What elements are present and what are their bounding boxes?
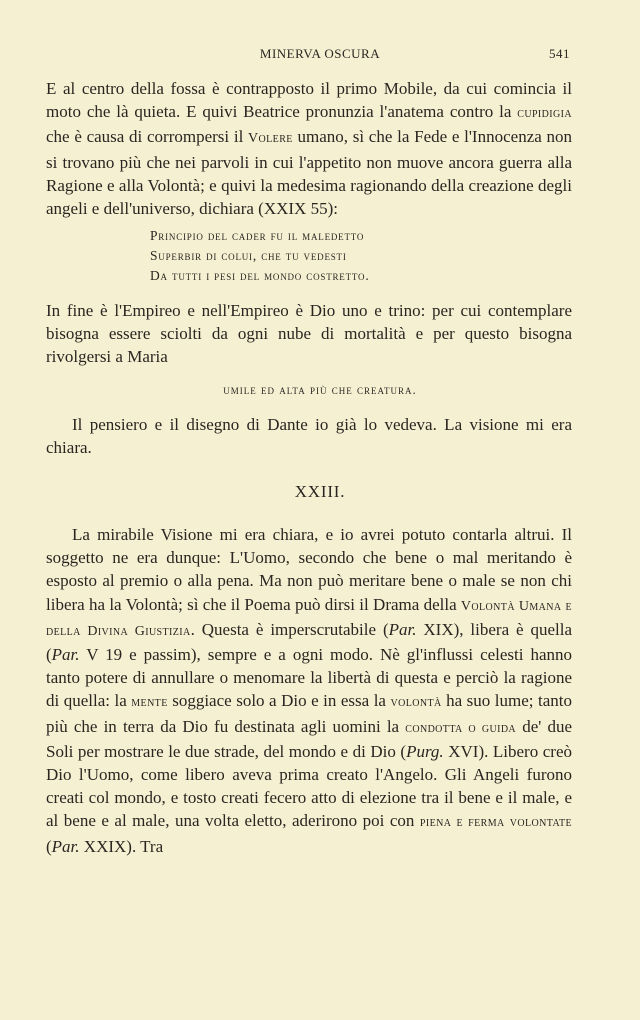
section-heading: XXIII. xyxy=(294,482,346,501)
small-caps-volonta: volontà xyxy=(390,695,442,711)
paragraph-4-text-c: XIX), libera è quella ( xyxy=(46,619,572,665)
running-head xyxy=(0,46,640,66)
paragraph-1-text-a: E al centro della fossa è contrapposto il primo Mobile, da cui comincia il moto che là quieta. E quivi Beatrice pronunzia l'anatema contro la xyxy=(46,79,572,122)
verse-quote-1 xyxy=(150,226,370,286)
paragraph-4-text-j: XXIX). Tra xyxy=(79,836,164,856)
italic-par-2: Par. xyxy=(51,645,80,665)
paragraph-4-text-i: ( xyxy=(46,836,52,856)
paragraph-1-text-c: umano, sì che la Fede e l'Innocenza non si trovano più che nei parvoli in cui l'appetito non muove ancora guerra alla Ragione e alla Volontà; e quivi la medesima ragionando della creazione degli angeli e dell'universo, dichiara (XXIX 55): xyxy=(46,127,573,219)
verse-2-line: umile ed alta più che creatura. xyxy=(223,382,417,397)
paragraph-3 xyxy=(46,413,572,459)
small-caps-volere: Volere xyxy=(248,131,293,147)
italic-par-1: Par. xyxy=(388,619,417,639)
paragraph-4-text-g: de' due Soli per mostrare le due strade, del mondo e di Dio ( xyxy=(46,716,572,761)
verse-1-line-3: Da tutti i pesi del mondo costretto. xyxy=(150,268,370,283)
italic-purg: Purg. xyxy=(406,741,444,761)
small-caps-mente: mente xyxy=(131,695,168,711)
paragraph-2 xyxy=(46,299,572,369)
italic-par-3: Par. xyxy=(51,836,80,856)
small-caps-volonta-umana: Volontà Umana e della Divina Giustizia xyxy=(46,598,572,639)
paragraph-1 xyxy=(46,77,572,220)
paragraph-4-text-f: ha suo lume; tanto più che in terra da Dio fu destinata agli uomini la xyxy=(46,691,572,736)
paragraph-4 xyxy=(46,523,572,858)
verse-1-line-1: Principio del cader fu il maledetto xyxy=(150,228,365,243)
paragraph-2-text: In fine è l'Empireo e nell'Empireo è Dio uno e trino: per cui contemplare bisogna essere sciolti da ogni nube di mortalità e per questo bisogna rivolgersi a Maria xyxy=(46,301,572,367)
small-caps-cupidigia: cupidigia xyxy=(517,106,572,122)
running-title: MINERVA OSCURA xyxy=(259,46,381,61)
paragraph-4-text-d: V 19 e passim), sempre e a ogni modo. Nè gl'influssi celesti hanno tanto potere di annullare o menomare la libertà di questa e perciò la ragione di quella: la xyxy=(46,645,572,711)
page-number: 541 xyxy=(549,46,570,61)
small-caps-piena-ferma: piena e ferma volontate xyxy=(419,815,572,831)
small-caps-condotta-guida: condotta o guida xyxy=(405,720,517,736)
paragraph-4-text-h: XVI). Libero creò Dio l'Uomo, come libero aveva prima creato l'Angelo. Gli Angeli furono creati col mondo, e tosto creati fecero atto di elezione tra il bene e il male, e al bene e al male, una volta eletto, aderirono poi con xyxy=(46,741,572,831)
verse-1-line-2: Superbir di colui, che tu vedesti xyxy=(150,248,347,263)
verse-quote-2 xyxy=(0,382,640,398)
paragraph-4-text-a: La mirabile Visione mi era chiara, e io avrei potuto contarla altrui. Il soggetto ne era dunque: L'Uomo, secondo che bene o mal meritando è esposto al premio o alla pena. Ma non può meritare bene o male se non chi libera ha la Volontà; sì che il Poema può dirsi il Drama della xyxy=(46,525,572,614)
paragraph-1-text-b: che è causa di corrompersi il xyxy=(46,127,249,147)
paragraph-4-text-b: . Questa è imperscrutabile ( xyxy=(190,619,389,639)
paragraph-4-text-e: soggiace solo a Dio e in essa la xyxy=(167,691,391,711)
paragraph-3-text: Il pensiero e il disegno di Dante io già lo vedeva. La visione mi era chiara. xyxy=(46,415,572,458)
